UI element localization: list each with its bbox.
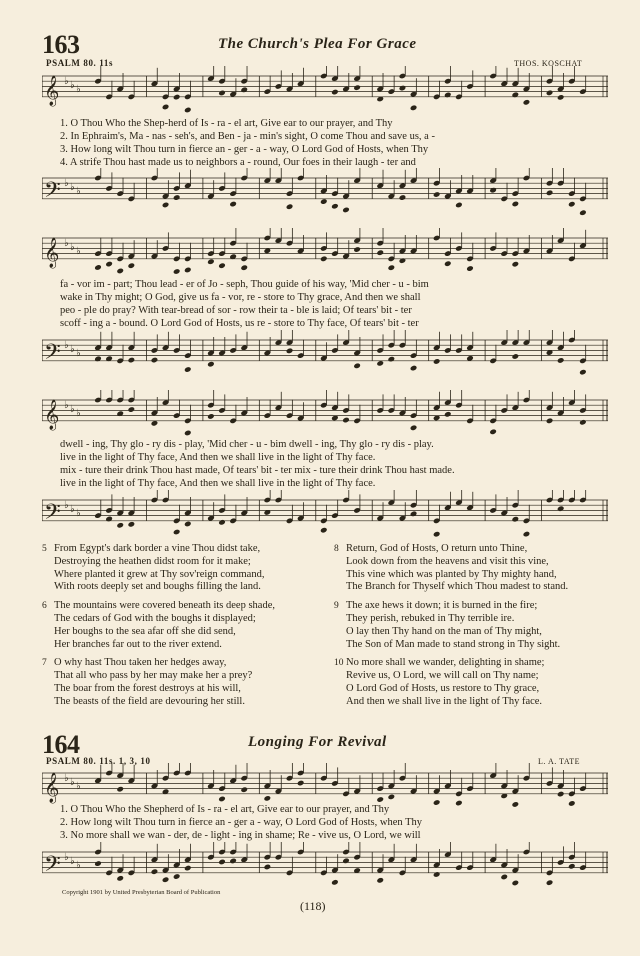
stanza-line: With roots deeply set and boughs filling the land.: [54, 581, 261, 593]
stanza: [334, 543, 620, 594]
lyrics-164: [60, 803, 608, 842]
svg-text:𝄞: 𝄞: [44, 399, 60, 430]
lyric-line: mix - ture their drink Thou hast made, Of tears' bit - ter mix - ture their drink Thou hast made.: [60, 465, 455, 476]
bass-staff-3: [42, 490, 608, 540]
stanza-line: Return, God of Hosts, O return unto Thine,: [346, 543, 528, 554]
page-number: (118): [300, 899, 326, 913]
svg-text:♭: ♭: [70, 504, 75, 515]
stanza-number: 9: [334, 601, 339, 612]
stanza-line: O lay then Thy hand on the man of Thy might,: [346, 625, 542, 637]
stanza-number: 5: [42, 544, 47, 554]
lyric-line: scoff - ing a - bound. O Lord God of Hosts, us re - store to Thy face, Of tears' bit - ter: [60, 318, 419, 329]
svg-text:♭: ♭: [70, 242, 75, 253]
stanza-line: This vine which was planted by Thy mighty hand,: [346, 568, 557, 580]
stanza-line: From Egypt's dark border a vine Thou didst take,: [54, 543, 261, 554]
svg-text:♭: ♭: [76, 84, 81, 95]
svg-text:♭: ♭: [70, 777, 75, 788]
copyright-notice: Copyright 1901 by United Presbyterian Board of Publication: [62, 889, 221, 896]
stanza-line: The Son of Man made to stand strong in Thy sight.: [346, 638, 561, 650]
lyrics-system-2: [60, 278, 608, 330]
stanza: [334, 657, 620, 708]
stanza-number: 10: [334, 658, 344, 669]
svg-text:♭: ♭: [64, 852, 69, 863]
bass-staff-164: [42, 842, 608, 888]
lyrics-system-3: [60, 438, 608, 490]
svg-text:♭: ♭: [76, 860, 81, 871]
svg-text:𝄢: 𝄢: [44, 339, 61, 370]
svg-text:♭: ♭: [64, 76, 69, 87]
stanza: [42, 657, 332, 708]
stanza-line: Look down from the heavens and visit this vine,: [346, 555, 549, 567]
lyric-line: fa - vor im - part; Thou lead - er of Jo - seph, Thou guide of his way, 'Mid cher - u - bim: [60, 279, 429, 290]
svg-text:♭: ♭: [64, 500, 69, 511]
stanza-line: The Branch for Thyself which Thou madest to stand.: [346, 581, 569, 593]
hymn-title: The Church's Plea For Grace: [218, 36, 417, 52]
svg-text:♭: ♭: [70, 404, 75, 415]
lyric-line: 3. No more shall we wan - der, de - light - ing in shame; Re - vive us, O Lord, we will: [60, 830, 421, 841]
svg-text:♭: ♭: [64, 400, 69, 411]
svg-text:𝄢: 𝄢: [44, 177, 61, 208]
hymn-title: Longing For Revival: [248, 734, 387, 750]
stanza-line: The beasts of the field are devouring her still.: [54, 695, 245, 707]
lyric-line: live in the light of Thy face, And then we shall live in the light of Thy face.: [60, 452, 376, 463]
svg-text:♭: ♭: [76, 246, 81, 257]
lyric-line: 2. How long wilt Thou turn in fierce an - ger a - way, O Lord God of Hosts, when Thy: [60, 817, 422, 828]
lyric-line: peo - ple do pray? With tear-bread of sor - row their ta - ble is laid; Of tears' bit - ter: [60, 305, 412, 316]
svg-text:♭: ♭: [76, 408, 81, 419]
svg-text:𝄢: 𝄢: [44, 851, 61, 882]
stanza: [334, 600, 620, 651]
svg-text:𝄞: 𝄞: [44, 772, 60, 803]
svg-text:♭: ♭: [70, 80, 75, 91]
stanza-number: 6: [42, 601, 47, 612]
hymn-number: 163: [42, 30, 80, 59]
stanza-line: O why hast Thou taken her hedges away,: [54, 657, 227, 669]
stanza-line: Where planted it grew at Thy sov'reign command,: [54, 568, 265, 580]
svg-text:♭: ♭: [70, 344, 75, 355]
stanza-line: Her boughs to the sea afar off she did send,: [54, 625, 236, 637]
stanza: [42, 600, 332, 651]
bass-staff-2: [42, 330, 608, 380]
hymn-composer: THOS. KOSCHAT: [514, 59, 583, 68]
treble-staff-3: [42, 390, 608, 440]
lyrics-system-1: [60, 117, 608, 169]
hymn-meter: PSALM 80. 11s. 1, 3, 10: [46, 756, 151, 766]
lyric-line: live in the light of Thy face, And then we shall live in the light of Thy face.: [60, 478, 376, 489]
svg-text:♭: ♭: [64, 238, 69, 249]
svg-text:♭: ♭: [70, 856, 75, 867]
stanza-line: No more shall we wander, delighting in shame;: [346, 657, 545, 669]
svg-text:♭: ♭: [76, 508, 81, 519]
stanzas-right: [334, 543, 620, 715]
stanza-line: The axe hews it down; it is burned in the fire;: [346, 600, 538, 612]
stanza-line: That all who pass by her may make her a prey?: [54, 670, 253, 682]
stanza-line: They perish, rebuked in Thy terrible ire.: [346, 612, 515, 624]
stanza-line: The boar from the forest destroys at his will,: [54, 682, 241, 694]
stanza-line: The mountains were covered beneath its deep shade,: [54, 600, 275, 612]
stanzas-left: [42, 543, 332, 715]
lyric-line: 2. In Ephraim's, Ma - nas - seh's, and Ben - ja - min's sight, O come Thou and save us, a -: [60, 131, 435, 142]
stanza-number: 7: [42, 658, 47, 669]
stanza-line: And then we shall live in the light of Thy face.: [346, 695, 543, 707]
hymn-number: 164: [42, 730, 80, 759]
hymn-meter: PSALM 80. 11s: [46, 58, 114, 68]
svg-text:𝄞: 𝄞: [44, 237, 60, 268]
stanza-number: 8: [334, 544, 339, 554]
treble-staff-2: [42, 228, 608, 278]
svg-text:♭: ♭: [64, 340, 69, 351]
lyric-line: dwell - ing, Thy glo - ry dis - play, 'Mid cher - u - bim dwell - ing, Thy glo - ry dis - play.: [60, 439, 434, 450]
stanza-line: Revive us, O Lord, we will call on Thy name;: [346, 670, 539, 682]
stanza-line: Destroying the heathen didst room for it make;: [54, 555, 251, 567]
lyric-line: 3. How long wilt Thou turn in fierce an - ger - a - way, O Lord God of Hosts, when Thy: [60, 144, 429, 155]
svg-text:♭: ♭: [64, 178, 69, 189]
lyric-line: wake in Thy might; O God, give us fa - vor, re - store to Thy grace, And then we shall: [60, 292, 421, 303]
svg-text:𝄞: 𝄞: [44, 75, 60, 106]
hymn-composer: L. A. TATE: [538, 757, 580, 766]
svg-text:♭: ♭: [76, 186, 81, 197]
svg-text:♭: ♭: [70, 182, 75, 193]
lyric-line: 1. O Thou Who the Shep-herd of Is - ra - el art, Give ear to our prayer, and Thy: [60, 118, 393, 129]
svg-text:♭: ♭: [76, 781, 81, 792]
lyric-line: 1. O Thou Who the Shepherd of Is - ra - el art, Give ear to our prayer, and Thy: [60, 804, 390, 815]
svg-text:𝄢: 𝄢: [44, 499, 61, 530]
bass-staff-1: [42, 168, 608, 218]
treble-staff-1: [42, 66, 608, 116]
svg-text:♭: ♭: [64, 773, 69, 784]
lyric-line: 4. A strife Thou hast made us to neighbors a - round, Our foes in their laugh - ter and: [60, 157, 416, 168]
stanza-line: Her branches far out to the river extend.: [54, 638, 222, 650]
svg-text:♭: ♭: [76, 348, 81, 359]
stanza-line: O Lord God of Hosts, us restore to Thy grace,: [346, 682, 540, 694]
stanza-line: The cedars of God with the boughs it displayed;: [54, 612, 256, 624]
stanza: [42, 543, 332, 594]
